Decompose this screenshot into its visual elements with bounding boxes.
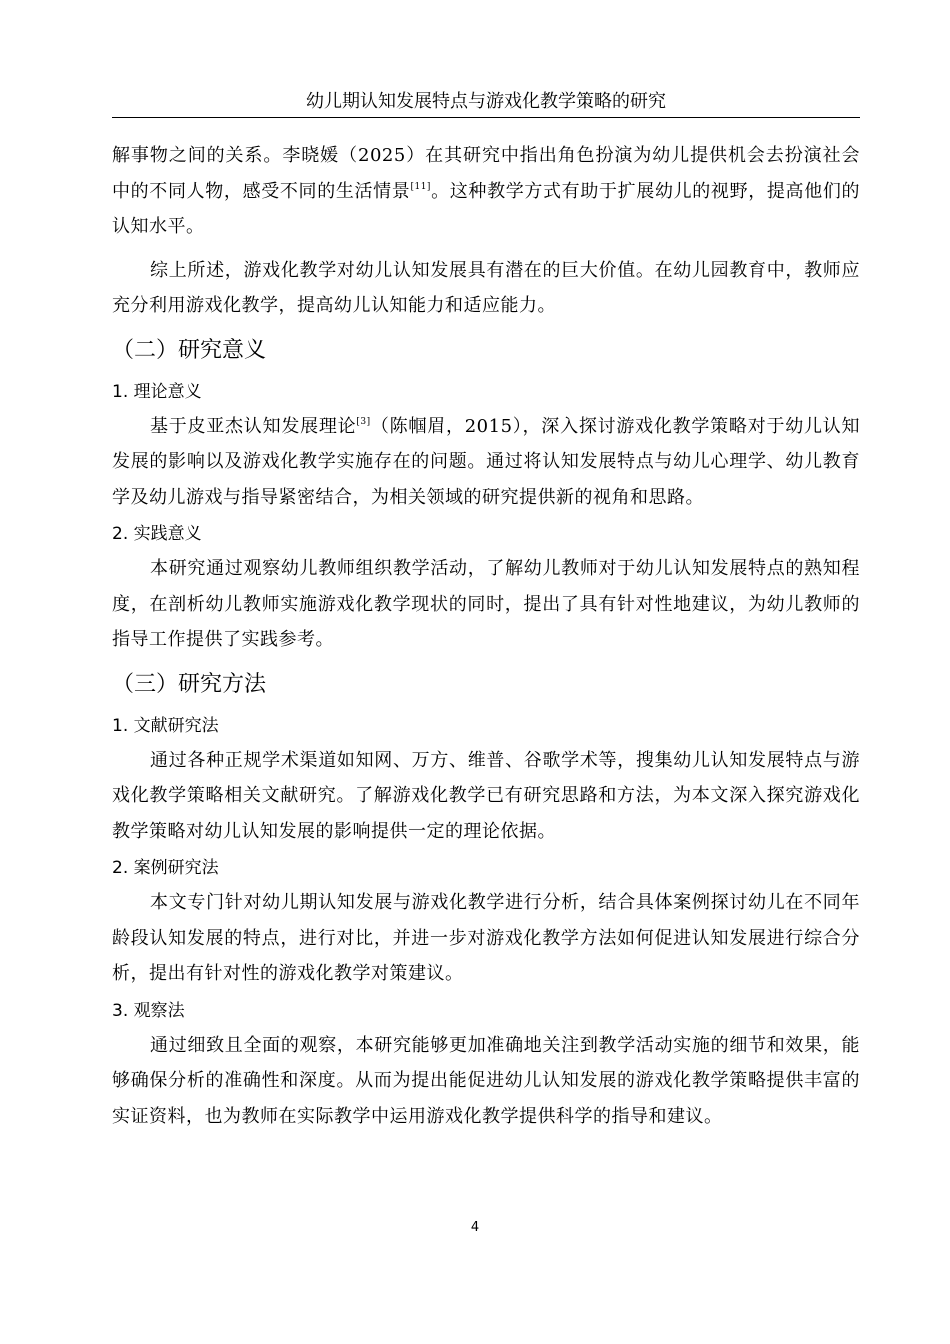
paragraph-summary: 综上所述，游戏化教学对幼儿认知发展具有潜在的巨大价值。在幼儿园教育中，教师应充分利用游戏化教学，提高幼儿认知能力和适应能力。 [112,259,860,316]
page-number: 4 [470,1220,480,1235]
citation-marker: [3] [356,416,371,427]
paragraph-case-study: 本文专门针对幼儿期认知发展与游戏化教学进行分析，结合具体案例探讨幼儿在不同年龄段认知发展的特点，进行对比，并进一步对游戏化教学方法如何促进认知发展进行综合分析，提出有针对性的游戏化教学对策建议。 [112,892,860,984]
paragraph-observation: 通过细致且全面的观察，本研究能够更加准确地关注到教学活动实施的细节和效果，能够确保分析的准确性和深度。从而为提出能促进幼儿认知发展的游戏化教学策略提供丰富的实证资料，也为教师在实际教学中运用游戏化教学提供科学的指导和建议。 [112,1034,860,1127]
running-header: 幼儿期认知发展特点与游戏化教学策略的研究 [306,91,666,112]
paragraph-text: （陈帼眉，2015），深入探讨游戏化教学策略对于幼儿认知发展的影响以及游戏化教学实施存在的问题。通过将认知发展特点与幼儿心理学、幼儿教育学及幼儿游戏与指导紧密结合，为相关领域的研究提供新的视角和思路。 [112,415,861,508]
paragraph-literature: 通过各种正规学术渠道如知网、万方、维普、谷歌学术等，搜集幼儿认知发展特点与游戏化教学策略相关文献研究。了解游戏化教学已有研究思路和方法，为本文深入探究游戏化教学策略对幼儿认知发展的影响提供一定的理论依据。 [112,749,860,842]
header-rule [112,117,860,118]
paragraph-practical: 本研究通过观察幼儿教师组织教学活动，了解幼儿教师对于幼儿认知发展特点的熟知程度，在剖析幼儿教师实施游戏化教学现状的同时，提出了具有针对性地建议，为幼儿教师的指导工作提供了实践参考。 [112,558,860,650]
page-body [112,138,860,1134]
paragraph-text: 基于皮亚杰认知发展理论 [150,415,357,437]
section-heading-significance: （二）研究意义 [112,337,267,363]
subheading-literature: 1. 文献研究法 [112,715,219,736]
paragraph-theoretical [112,409,860,516]
citation-marker: [11] [410,181,431,192]
subheading-practical: 2. 实践意义 [112,524,202,544]
subheading-observation: 3. 观察法 [112,1000,185,1021]
paragraph-text: 。这种教学方式有助于扩展幼儿的视野，提高他们的认知水平。 [112,180,860,237]
paragraph-text: 解事物之间的关系。李晓媛（2025）在其研究中指出角色扮演为幼儿提供机会去扮演社会中的不同人物，感受不同的生活情景 [112,145,860,202]
section-heading-methods: （三）研究方法 [112,671,267,697]
subheading-theoretical: 1. 理论意义 [112,381,202,402]
subheading-case-study: 2. 案例研究法 [112,858,219,878]
paragraph-role-play [112,138,860,245]
